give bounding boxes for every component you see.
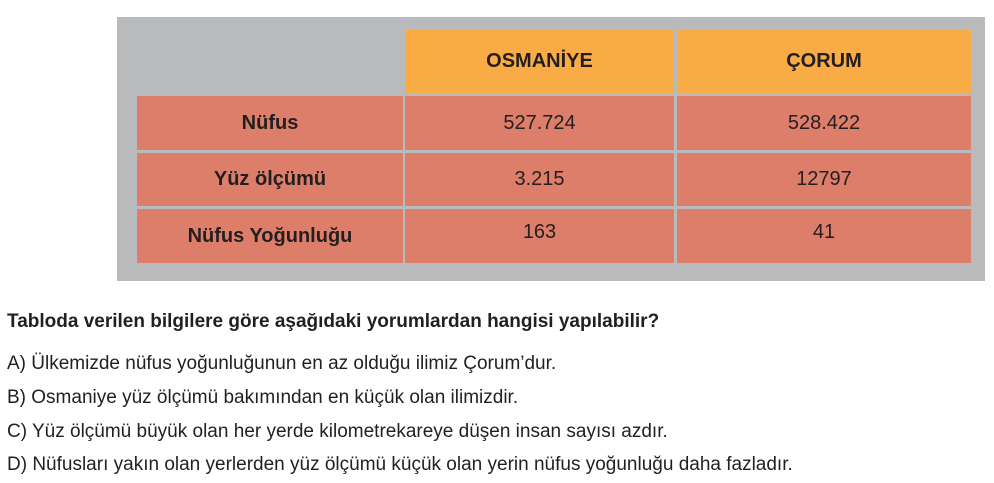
option-b[interactable]: B) Osmaniye yüz ölçümü bakımından en küçük olan ilimizdir.	[7, 387, 519, 408]
option-c[interactable]: C) Yüz ölçümü büyük olan her yerde kilometrekareye düşen insan sayısı azdır.	[7, 421, 668, 442]
row-label-nufus: Nüfus	[137, 96, 403, 150]
table-header-osmaniye: OSMANİYE	[405, 30, 674, 93]
cell-osmaniye-yuz-olcumu: 3.215	[405, 153, 674, 206]
cell-corum-nufus: 528.422	[677, 96, 971, 150]
table-header-corum: ÇORUM	[677, 30, 971, 93]
cell-corum-nufus-yogunlugu: 41	[677, 209, 971, 263]
cell-osmaniye-nufus-yogunlugu: 163	[405, 209, 674, 263]
option-a[interactable]: A) Ülkemizde nüfus yoğunluğunun en az olduğu ilimiz Çorum’dur.	[7, 353, 557, 374]
option-d[interactable]: D) Nüfusları yakın olan yerlerden yüz ölçümü küçük olan yerin nüfus yoğunluğu daha fazladır.	[7, 454, 793, 475]
row-label-yuz-olcumu: Yüz ölçümü	[137, 153, 403, 206]
question-text: Tabloda verilen bilgilere göre aşağıdaki yorumlardan hangisi yapılabilir?	[7, 311, 660, 332]
cell-osmaniye-nufus: 527.724	[405, 96, 674, 150]
row-label-nufus-yogunlugu: Nüfus Yoğunluğu	[137, 209, 403, 263]
cell-corum-yuz-olcumu: 12797	[677, 153, 971, 206]
